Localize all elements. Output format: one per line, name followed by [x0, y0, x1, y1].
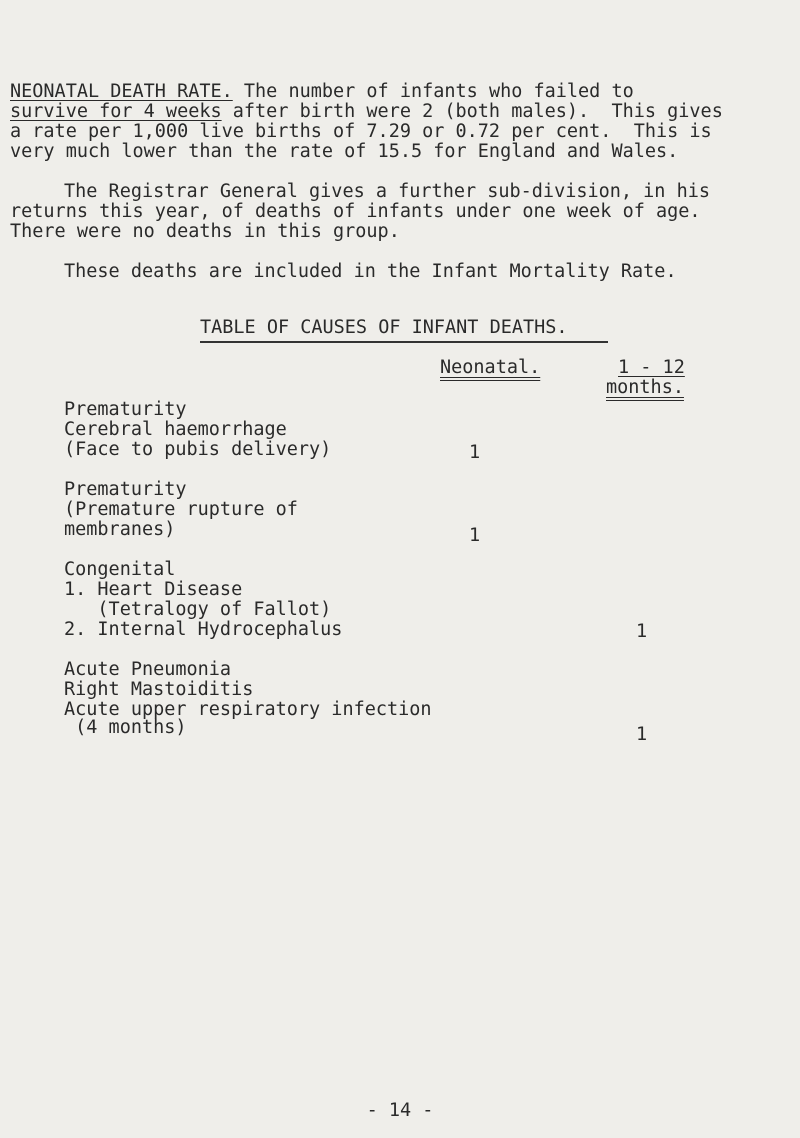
- title-underline: [200, 341, 608, 343]
- table-row-cause: Prematurity: [64, 399, 187, 420]
- intro-text: The number of infants who failed to: [232, 81, 634, 102]
- table-row-cause: (Tetralogy of Fallot): [64, 599, 332, 620]
- table-row-neonatal-value: 1: [469, 525, 481, 546]
- column-header-months-1: 1 - 12: [618, 357, 685, 378]
- section-heading: NEONATAL DEATH RATE.: [10, 81, 233, 102]
- intro-line-4: very much lower than the rate of 15.5 for England and Wales.: [10, 141, 679, 162]
- para3-line: These deaths are included in the Infant Mortality Rate.: [64, 261, 677, 282]
- table-row-cause: 1. Heart Disease: [64, 579, 243, 600]
- table-row-cause: Acute Pneumonia: [64, 659, 232, 680]
- intro-text: after birth were 2 (both males). This gives: [221, 101, 723, 122]
- table-row-cause: (4 months): [64, 717, 187, 738]
- table-title: TABLE OF CAUSES OF INFANT DEATHS.: [200, 317, 568, 338]
- table-row-cause: Congenital: [64, 559, 176, 580]
- column-header-months-2: months.: [606, 377, 684, 398]
- table-row-cause: Prematurity: [64, 479, 187, 500]
- table-row-cause: membranes): [64, 519, 176, 540]
- intro-line-3: a rate per 1,000 live births of 7.29 or 0.72 per cent. This is: [10, 121, 712, 142]
- underlined-phrase: survive for 4 weeks: [10, 101, 222, 122]
- table-row-months-value: 1: [636, 724, 648, 745]
- para2-line-3: There were no deaths in this group.: [10, 221, 400, 242]
- intro-line-1: [10, 82, 634, 102]
- para2-line-2: returns this year, of deaths of infants under one week of age.: [10, 201, 701, 222]
- intro-line-2: [10, 102, 723, 122]
- table-row-months-value: 1: [636, 621, 648, 642]
- table-row-cause: (Premature rupture of: [64, 499, 298, 520]
- table-row-cause: Right Mastoiditis: [64, 679, 254, 700]
- para2-line-1: The Registrar General gives a further sub-division, in his: [64, 181, 711, 202]
- table-row-cause: (Face to pubis delivery): [64, 439, 332, 460]
- table-row-cause: Acute upper respiratory infection: [64, 699, 432, 720]
- column-header-neonatal: Neonatal.: [440, 357, 541, 378]
- page-number: - 14 -: [366, 1100, 434, 1121]
- table-row-cause: 2. Internal Hydrocephalus: [64, 619, 343, 640]
- table-row-cause: Cerebral haemorrhage: [64, 419, 287, 440]
- table-row-neonatal-value: 1: [469, 442, 481, 463]
